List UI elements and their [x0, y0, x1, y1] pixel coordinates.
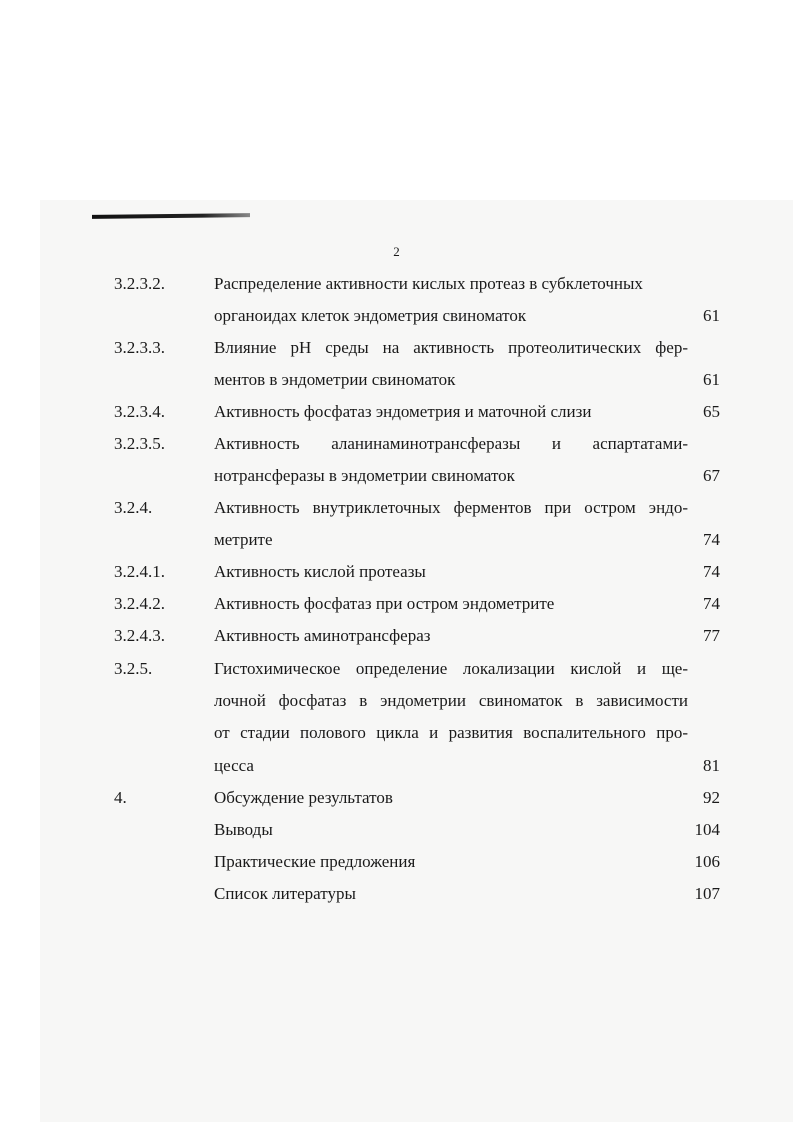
toc-entry-text: Активность фосфатаз эндометрия и маточной слизи	[214, 402, 592, 421]
toc-entry-page: 106	[694, 852, 720, 871]
toc-entry-page: 74	[703, 594, 720, 613]
toc-entry-text: Активность аминотрансфераз	[214, 626, 431, 645]
toc-entry-text: Активность кислой протеазы	[214, 562, 426, 581]
toc-entry-number: 3.2.4.3.	[114, 626, 165, 645]
toc-entry-text: метрите	[214, 530, 273, 549]
toc-entry-page: 61	[703, 306, 720, 325]
toc-entry-text: Практические предложения	[214, 852, 416, 871]
toc-entry-text: Выводы	[214, 820, 273, 839]
toc-entry-text: Активность аланинаминотрансферазы и аспартатами-	[214, 434, 688, 453]
toc-entry-number: 3.2.4.2.	[114, 594, 165, 613]
toc-entry-text: Распределение активности кислых протеаз в субклеточных	[214, 274, 643, 293]
toc-entry-text: ментов в эндометрии свиноматок	[214, 370, 456, 389]
toc-entry-page: 67	[703, 466, 720, 485]
toc-entry-number: 3.2.3.2.	[114, 274, 165, 293]
toc-entry-text: Влияние pH среды на активность протеолитических фер-	[214, 338, 688, 357]
toc-entry-page: 61	[703, 370, 720, 389]
toc-entry-page: 81	[703, 756, 720, 775]
toc-entry-number: 3.2.4.1.	[114, 562, 165, 581]
toc-entry-number: 3.2.5.	[114, 659, 153, 678]
toc-entry-page: 74	[703, 530, 720, 549]
toc-entry-text: от стадии полового цикла и развития воспалительного про-	[214, 723, 688, 742]
toc-entry-number: 3.2.3.4.	[114, 402, 165, 421]
toc-entry-page: 77	[703, 626, 720, 645]
toc-entry-page: 74	[703, 562, 720, 581]
toc-entry-number: 3.2.3.3.	[114, 338, 165, 357]
toc-entry-text: Активность фосфатаз при остром эндометрите	[214, 594, 555, 613]
toc-entry-page: 107	[694, 884, 720, 903]
toc-entry-text: цесса	[214, 756, 254, 775]
toc-entry-text: нотрансферазы в эндометрии свиноматок	[214, 466, 515, 485]
toc-entry-text: органоидах клеток эндометрия свиноматок	[214, 306, 527, 325]
toc-entry-page: 104	[694, 820, 720, 839]
toc-entry-text: Активность внутриклеточных ферментов при остром эндо-	[214, 498, 688, 517]
toc-entry-page: 65	[703, 402, 720, 421]
toc-entry-text: лочной фосфатаз в эндометрии свиноматок в зависимости	[214, 691, 688, 710]
toc-entry-text: Гистохимическое определение локализации кислой и ще-	[214, 659, 688, 678]
toc-entry-text: Список литературы	[214, 884, 356, 903]
toc-entry-number: 4.	[114, 788, 127, 807]
page-number: 2	[393, 244, 400, 259]
toc-entry-number: 3.2.4.	[114, 498, 153, 517]
toc-entry-page: 92	[703, 788, 720, 807]
toc-entry-number: 3.2.3.5.	[114, 434, 165, 453]
toc-entry-text: Обсуждение результатов	[214, 788, 393, 807]
